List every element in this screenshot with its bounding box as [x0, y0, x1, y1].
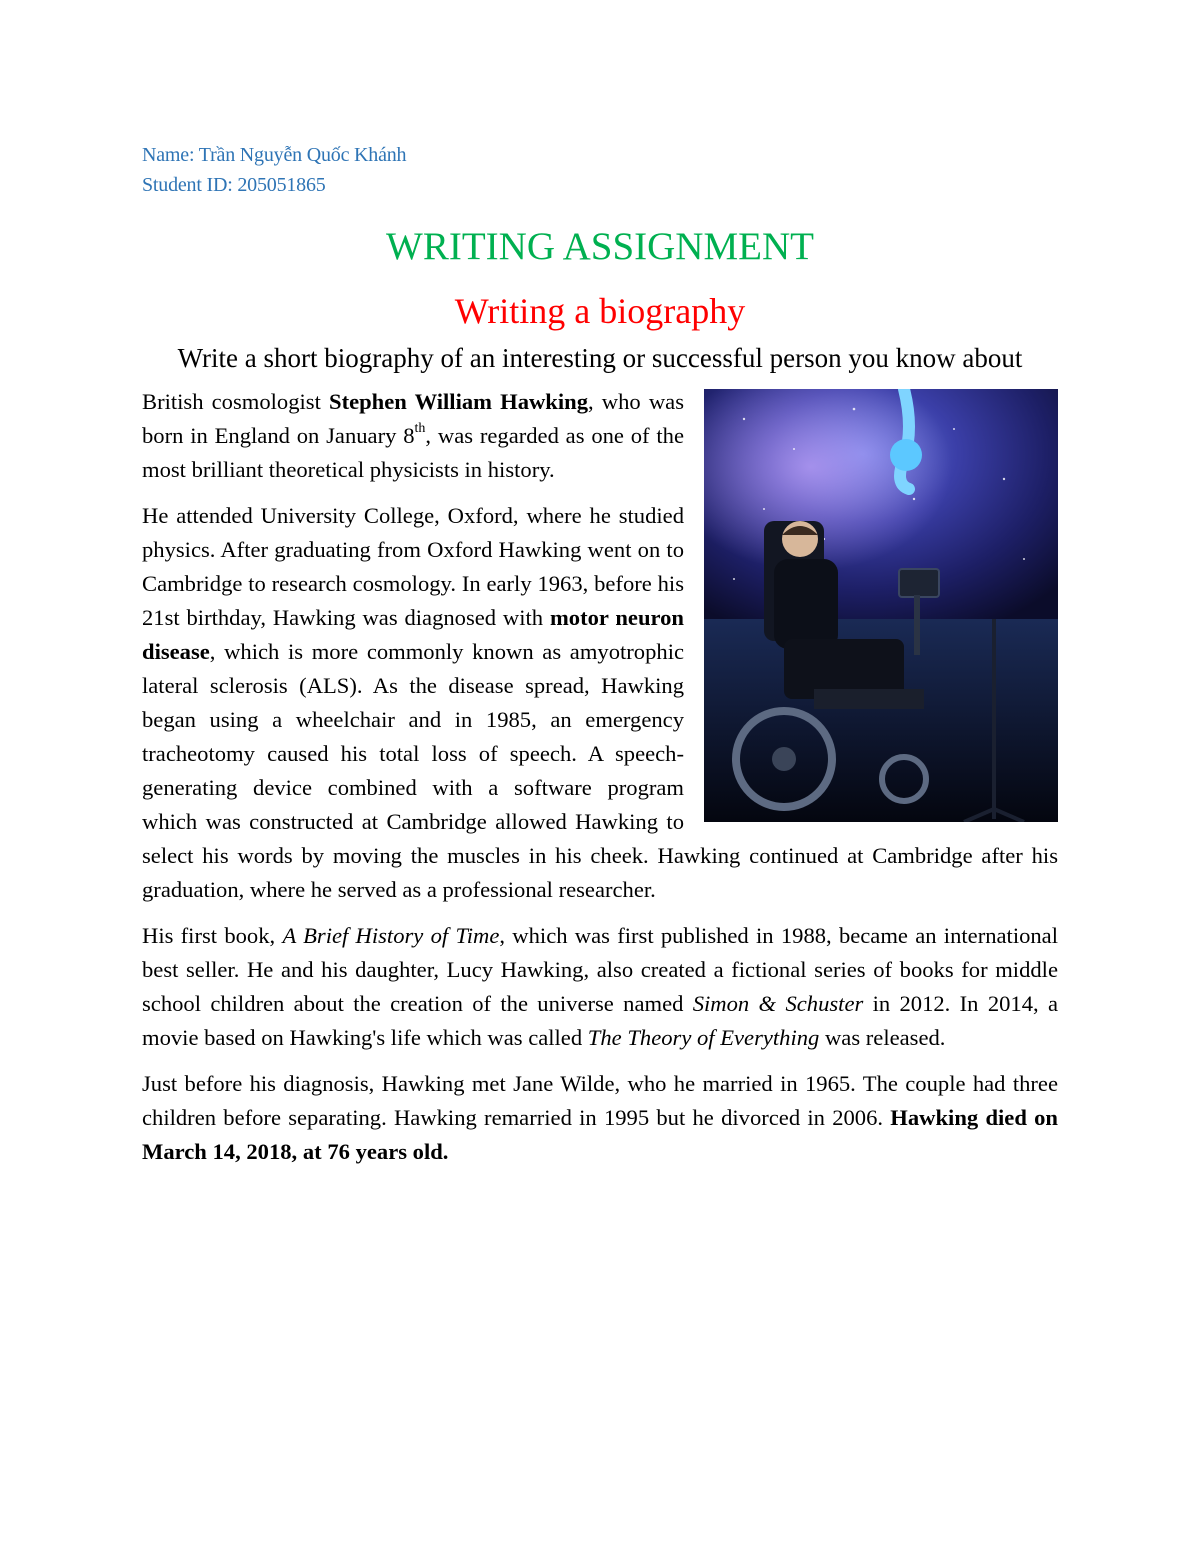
student-id: Student ID: 205051865: [142, 174, 326, 196]
paragraph-4: Just before his diagnosis, Hawking met Jane Wilde, who he married in 1965. The couple had three children before separating. Hawking remarried in 1995 but he divorced in 2006. Hawking died on March 14, 2018, at 76 years old.: [142, 1071, 1058, 1164]
paragraph-1: British cosmologist Stephen William Hawking, who was born in England on January 8th, was regarded as one of the most brilliant theoretical physicists in history.: [142, 389, 684, 482]
document-content: [142, 140, 1058, 1181]
paragraph-3: His first book, A Brief History of Time, which was first published in 1988, became an international best seller. He and his daughter, Lucy Hawking, also created a fictional series of books for middle school children about the creation of the universe named Simon & Schuster in 2012. In 2014, a movie based on Hawking's life which was called The Theory of Everything was released.: [142, 923, 1059, 1050]
paragraph-2: He attended University College, Oxford, where he studied physics. After graduating from Oxford Hawking went on to Cambridge to research cosmology. In early 1963, before his 21st birthday, Hawking was diagnosed with motor neuron disease, which is more commonly known as amyotrophic lateral sclerosis (ALS). As the disease spread, Hawking began using a wheelchair and in 1985, an emergency tracheotomy caused his total loss of speech. A speech-generating device combined with a software program which was constructed at Cambridge allowed Hawking to select his words by moving the muscles in his cheek. Hawking continued at Cambridge after his graduation, where he served as a professional researcher.: [142, 503, 1058, 902]
hawking-photo: [704, 389, 1058, 822]
assignment-prompt: Write a short biography of an interesting or successful person you know about: [177, 343, 1023, 373]
hawking-photo-illustration: [704, 389, 1058, 822]
student-name: Name: Trần Nguyễn Quốc Khánh: [142, 144, 407, 166]
page-title: WRITING ASSIGNMENT: [386, 225, 814, 268]
student-info: [142, 140, 1058, 200]
biography-body: [142, 385, 1058, 1169]
page-subtitle: Writing a biography: [454, 291, 746, 331]
